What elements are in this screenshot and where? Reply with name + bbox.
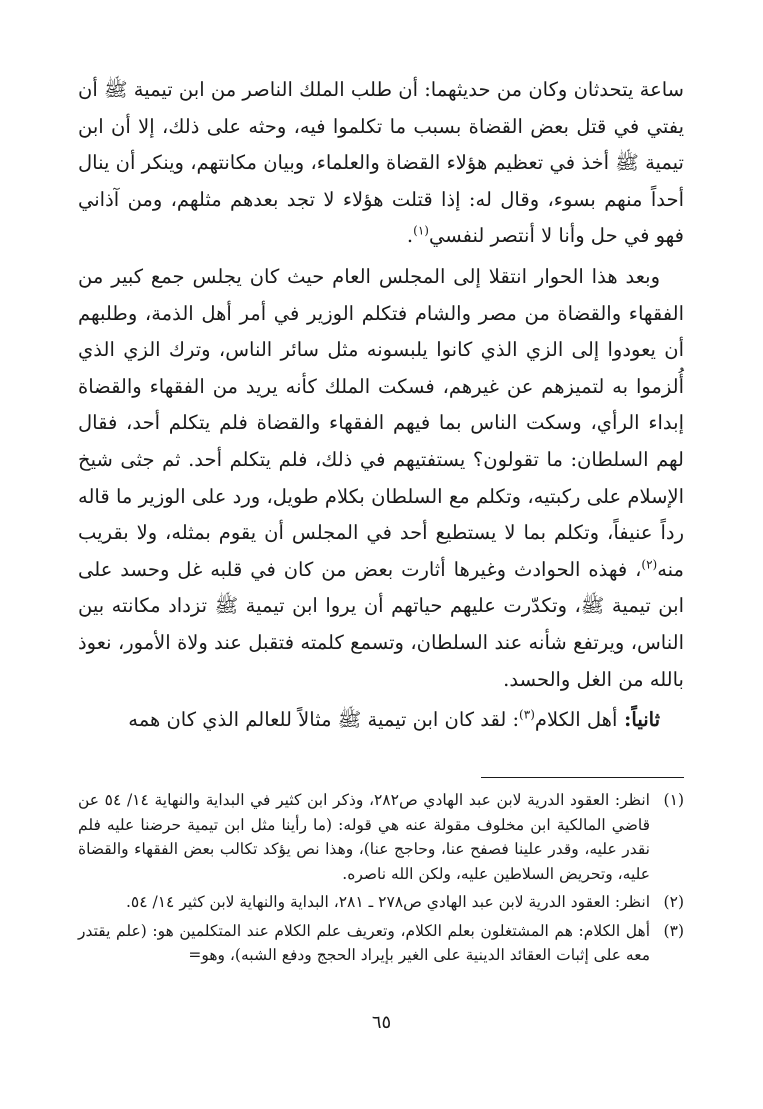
footnotes bbox=[78, 788, 684, 972]
footnote-ref-2: (٢) bbox=[641, 557, 658, 572]
footnote-number: (١) bbox=[663, 791, 684, 809]
paragraph-2-text: وبعد هذا الحوار انتقلا إلى المجلس العام حيث كان يجلس جمع كبير من الفقهاء والقضاة من مصر والشام فتكلم الوزير في أمر أهل الذمة، وطلبهم أن يعودوا إلى الزي الذي كانوا يلبسونه مثل سائر الناس، وترك الزي الذي أُلزموا به لتميزهم عن غيرهم، فسكت الملك كأنه يريد من الفقهاء والقضاة إبداء الرأي، وسكت الناس بما فيهم الفقهاء والقضاة فلم يتكلم أحد، فقال لهم السلطان: ما تقولون؟ يستفتيهم في ذلك، فلم يتكلم أحد. ثم جثى شيخ الإسلام على ركبتيه، وتكلم مع السلطان بكلام طويل، ورد على الوزير ما قاله رداً عنيفاً، وتكلم بما لا يستطيع أحد في المجلس أن يقوم بمثله، ولا بقريب منه bbox=[78, 264, 684, 581]
footnote-text: انظر: العقود الدرية لابن عبد الهادي ص٢٧٨ ـ ٢٨١، البداية والنهاية لابن كثير ١٤/ ٥٤. bbox=[125, 893, 650, 911]
paragraph-3-text: : لقد كان ابن تيمية ﷺ مثالاً للعالم الذي كان همه bbox=[128, 708, 520, 732]
footnote-text: أهل الكلام: هم المشتغلون بعلم الكلام، وتعريف علم الكلام عند المتكلمين هو: (علم يقتدر معه على إثبات العقائد الدينية على الغير بإيراد الحجج ودفع الشبه)، وهو= bbox=[78, 921, 650, 964]
page-number: ٦٥ bbox=[371, 1012, 392, 1033]
paragraph-3-term: أهل الكلام bbox=[534, 708, 618, 732]
paragraph-3 bbox=[78, 702, 684, 739]
footnote-ref-1: (١) bbox=[413, 223, 429, 238]
footnote-ref-3: (٣) bbox=[519, 707, 535, 722]
paragraph-2 bbox=[78, 259, 684, 698]
footnote-number: (٢) bbox=[663, 893, 684, 911]
footnote-text: انظر: العقود الدرية لابن عبد الهادي ص٢٨٢، وذكر ابن كثير في البداية والنهاية ١٤/ ٥٤ عن قاضي المالكية ابن مخلوف مقولة عنه هي قوله: (ما رأينا مثل ابن تيمية حرضنا عليه فلم نقدر عليه، وقدر علينا فصفح عنا، وحاجج عنا)، وهذا نص يؤكد تكالب بعض الفقهاء والقضاة عليه، وتحريض السلاطين عليه، ولكن الله ناصره. bbox=[78, 791, 650, 883]
footnote-separator bbox=[481, 777, 684, 778]
paragraph-1-end: . bbox=[406, 224, 414, 248]
paragraph-2-rest: ، فهذه الحوادث وغيرها أثارت بعض من كان في قلبه غل وحسد على ابن تيمية ﷺ، وتكدّرت عليهم حياتهم أن يروا ابن تيمية ﷺ تزداد مكانته بين الناس، ويرتفع شأنه عند السلطان، وتسمع كلمته فتقبل عند ولاة الأمور، نعوذ بالله من الغل والحسد. bbox=[78, 557, 684, 691]
section-heading: ثانياً: bbox=[617, 708, 660, 732]
main-text bbox=[78, 72, 684, 743]
footnote bbox=[78, 890, 684, 915]
paragraph-1 bbox=[78, 72, 684, 255]
paragraph-1-text: ساعة يتحدثان وكان من حديثهما: أن طلب الملك الناصر من ابن تيمية ﷺ أن يفتي في قتل بعض القضاة بسبب ما تكلموا فيه، وحثه على ذلك، إلا أن ابن تيمية ﷺ أخذ في تعظيم هؤلاء القضاة والعلماء، وبيان مكانتهم، وينكر أن ينال أحداً منهم بسوء، وقال له: إذا قتلت هؤلاء لا تجد بعدهم مثلهم، ومن آذاني فهو في حل وأنا لا أنتصر لنفسي bbox=[78, 78, 684, 248]
footnote bbox=[78, 788, 684, 886]
footnote bbox=[78, 919, 684, 968]
footnote-number: (٣) bbox=[663, 921, 684, 940]
